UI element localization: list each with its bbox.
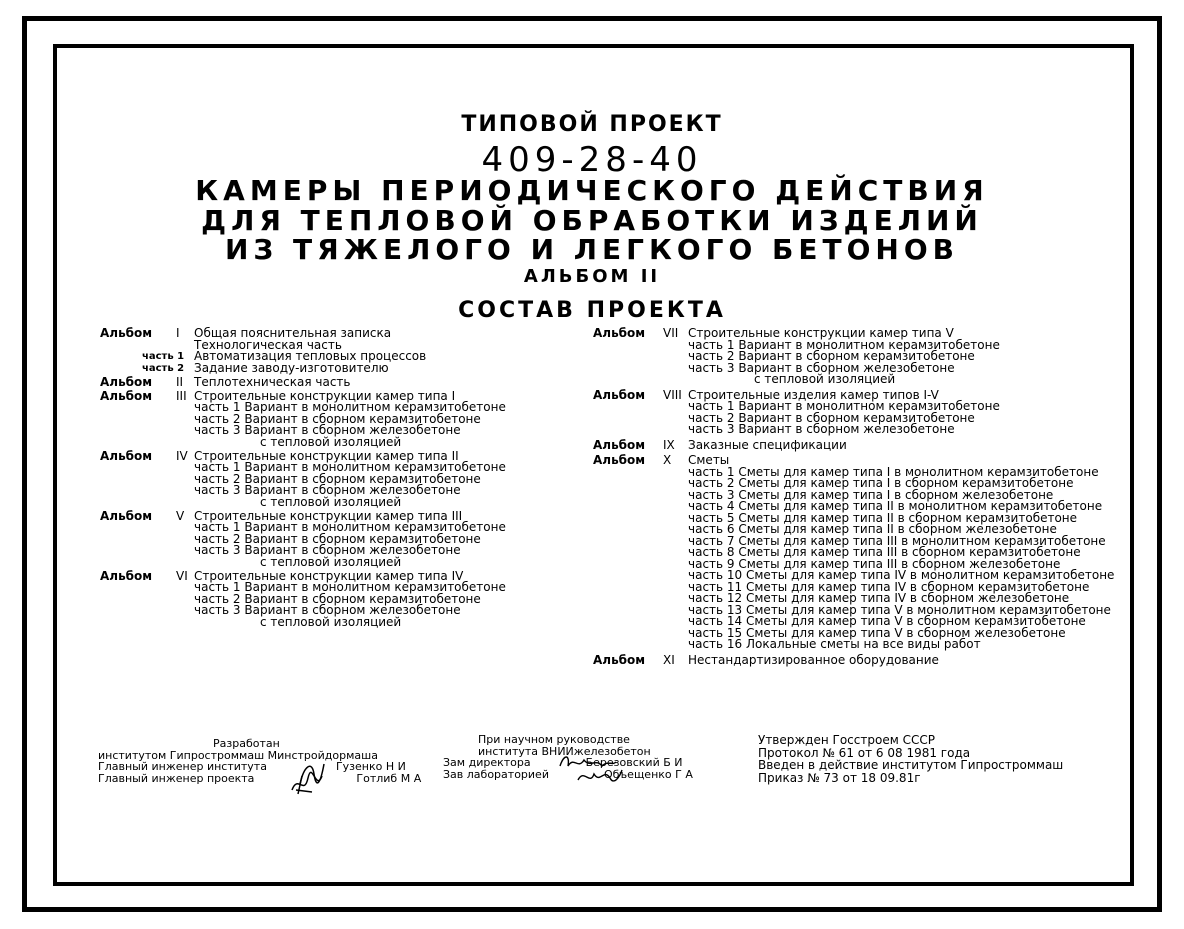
- album-number: VI: [176, 568, 188, 583]
- contents-text: Нестандартизированное оборудование: [688, 652, 939, 667]
- contents-text: Сметы: [688, 453, 730, 467]
- album-number: XI: [663, 652, 675, 667]
- footer-approval-block: [758, 734, 1063, 784]
- contents-text: часть 1 Вариант в монолитном керамзитобетоне: [688, 337, 1000, 352]
- contents-text: часть 3 Сметы для камер типа I в сборном железобетоне: [688, 487, 1054, 502]
- contents-text: часть 5 Сметы для камер типа II в сборном керамзитобетоне: [688, 510, 1078, 525]
- album-number: III: [176, 388, 187, 403]
- contents-text: Заказные спецификации: [688, 437, 847, 452]
- album-number: I: [176, 326, 180, 340]
- contents-text: часть 3 Вариант в сборном железобетоне: [194, 483, 461, 497]
- contents-text: часть 3 Вариант в сборном железобетоне: [194, 603, 461, 617]
- album-label: Альбом: [100, 448, 153, 463]
- title-line-3: ИЗ ТЯЖЕЛОГО И ЛЕГКОГО БЕТОНОВ: [224, 233, 960, 266]
- album-label: Альбом: [593, 437, 646, 452]
- contents-text: Строительные конструкции камер типа II: [194, 448, 459, 463]
- contents-text: Строительные конструкции камер типа I: [194, 388, 456, 403]
- contents-text: часть 8 Сметы для камер типа III в сборном керамзитобетоне: [688, 545, 1081, 559]
- contents-text: Строительные конструкции камер типа IV: [194, 568, 464, 583]
- order-line: Приказ № 73 от 18 09.81г: [758, 770, 921, 785]
- contents-text: часть 1 Вариант в монолитном керамзитобетоне: [194, 520, 506, 534]
- deputy-director-name: Березовский Б И: [585, 756, 683, 769]
- album-number: IX: [663, 437, 675, 452]
- approved-line: Утвержден Госстроем СССР: [758, 733, 935, 747]
- contents-text: часть 6 Сметы для камер типа II в сборном железобетоне: [688, 522, 1057, 536]
- contents-text: часть 1 Вариант в монолитном керамзитобетоне: [194, 400, 506, 414]
- contents-text: часть 3 Вариант в сборном железобетоне: [688, 360, 955, 375]
- album-label: Альбом: [100, 508, 153, 523]
- contents-text: часть 11 Сметы для камер типа IV в сборном керамзитобетоне: [688, 579, 1090, 594]
- project-type: ТИПОВОЙ ПРОЕКТ: [461, 112, 723, 137]
- album-label: Альбом: [100, 568, 153, 583]
- contents-text: часть 16 Локальные сметы на все виды работ: [688, 637, 981, 651]
- album-label: Альбом: [593, 387, 646, 402]
- contents-text: Общая пояснительная записка: [194, 326, 392, 340]
- title-line-1: КАМЕРЫ ПЕРИОДИЧЕСКОГО ДЕЙСТВИЯ: [195, 174, 989, 207]
- contents-text: часть 2 Вариант в сборном керамзитобетоне: [688, 410, 975, 425]
- contents-text: Строительные конструкции камер типа III: [194, 508, 463, 523]
- album-label: Альбом: [100, 374, 153, 389]
- protocol-line: Протокол № 61 от 6 08 1981 года: [758, 745, 971, 760]
- developed-label: Разработан: [213, 737, 280, 750]
- album-label: Альбом: [593, 652, 646, 667]
- contents-text: с тепловой изоляцией: [260, 614, 402, 629]
- album-label: Альбом: [593, 326, 646, 340]
- contents-text: с тепловой изоляцией: [260, 554, 402, 569]
- contents-text: часть 12 Сметы для камер типа IV в сборном железобетоне: [688, 591, 1070, 605]
- contents-text: часть 2 Вариант в сборном керамзитобетоне: [194, 471, 481, 486]
- lab-head-label: Зав лабораторией: [443, 767, 549, 781]
- sci-line-2: института ВНИИжелезобетон: [478, 744, 651, 758]
- sci-line-1: При научном руководстве: [478, 733, 630, 746]
- contents-text: часть 13 Сметы для камер типа V в монолитном керамзитобетоне: [688, 602, 1111, 617]
- contents-text: с тепловой изоляцией: [260, 434, 402, 449]
- chief-engineer-project-name: Готлиб М А: [356, 771, 422, 785]
- title-line-2: ДЛЯ ТЕПЛОВОЙ ОБРАБОТКИ ИЗДЕЛИЙ: [201, 204, 983, 237]
- album-number: IV: [176, 448, 188, 463]
- footer-developer-block: [98, 738, 421, 784]
- institute-line: институтом Гипростроммаш Минстройдормаша: [98, 748, 378, 762]
- contents-text: часть 2 Вариант в сборном керамзитобетоне: [194, 531, 481, 546]
- contents-text: Теплотехническая часть: [194, 374, 351, 389]
- lab-head-name: Объещенко Г А: [603, 767, 693, 781]
- contents-text: часть 3 Вариант в сборном железобетоне: [688, 422, 955, 436]
- album-number: VIII: [663, 387, 682, 402]
- contents-text: Автоматизация тепловых процессов: [194, 349, 427, 363]
- contents-text: часть 1 Вариант в монолитном керамзитобетоне: [688, 399, 1000, 413]
- contents-text: часть 1 Вариант в монолитном керамзитобетоне: [194, 580, 506, 594]
- contents-text: часть 14 Сметы для камер типа V в сборном керамзитобетоне: [688, 614, 1086, 628]
- composition-heading: СОСТАВ ПРОЕКТА: [458, 298, 726, 323]
- album-label: Альбом: [100, 326, 153, 340]
- contents-text: Строительные изделия камер типов I-V: [688, 387, 939, 402]
- chief-engineer-institute-label: Главный инженер института: [98, 760, 267, 773]
- contents-text: часть 9 Сметы для камер типа III в сборном железобетоне: [688, 556, 1061, 571]
- contents-text: с тепловой изоляцией: [754, 372, 896, 386]
- contents-text: Строительные конструкции камер типа V: [688, 326, 954, 340]
- contents-text: часть 10 Сметы для камер типа IV в монолитном керамзитобетоне: [688, 568, 1115, 582]
- contents-text: Задание заводу-изготовителю: [194, 360, 389, 375]
- album-label: Альбом: [100, 388, 153, 403]
- contents-text: часть 2 Вариант в сборном керамзитобетоне: [194, 591, 481, 606]
- introduced-line: Введен в действие институтом Гипростроммаш: [758, 758, 1064, 772]
- contents-text: часть 1 Сметы для камер типа I в монолитном керамзитобетоне: [688, 464, 1099, 479]
- contents-text: часть 4 Сметы для камер типа II в монолитном керамзитобетоне: [688, 499, 1103, 513]
- signature-gotlib: [288, 770, 328, 800]
- chief-engineer-institute-name: Гузенко Н И: [335, 760, 406, 773]
- album-number: X: [663, 453, 672, 467]
- chief-engineer-project-row: [98, 773, 421, 785]
- album-label: часть 2: [142, 362, 185, 374]
- signature-obeschenko: [574, 764, 624, 790]
- deputy-director-label: Зам директора: [443, 756, 531, 769]
- album-number: II: [176, 374, 184, 389]
- contents-text: часть 2 Вариант в сборном керамзитобетоне: [688, 349, 975, 363]
- contents-text: часть 3 Вариант в сборном железобетоне: [194, 423, 461, 437]
- contents-text: часть 1 Вариант в монолитном керамзитобетоне: [194, 460, 506, 474]
- album-number: V: [176, 508, 185, 523]
- album-number: VII: [663, 326, 679, 340]
- project-number: 409-28-40: [481, 140, 703, 180]
- contents-text: часть 15 Сметы для камер типа V в сборном железобетоне: [688, 625, 1066, 640]
- contents-text: часть 2 Сметы для камер типа I в сборном керамзитобетоне: [688, 476, 1074, 490]
- contents-text: часть 2 Вариант в сборном керамзитобетоне: [194, 411, 481, 426]
- contents-text: часть 3 Вариант в сборном железобетоне: [194, 543, 461, 557]
- contents-text: с тепловой изоляцией: [260, 494, 402, 509]
- chief-engineer-project-label: Главный инженер проекта: [98, 771, 255, 785]
- album-label: Альбом: [593, 453, 646, 467]
- album-number: АЛЬБОМ II: [523, 266, 661, 287]
- contents-text: часть 7 Сметы для камер типа III в монолитном керамзитобетоне: [688, 533, 1106, 548]
- contents-text: Технологическая часть: [194, 337, 342, 352]
- album-label: часть 1: [142, 351, 185, 362]
